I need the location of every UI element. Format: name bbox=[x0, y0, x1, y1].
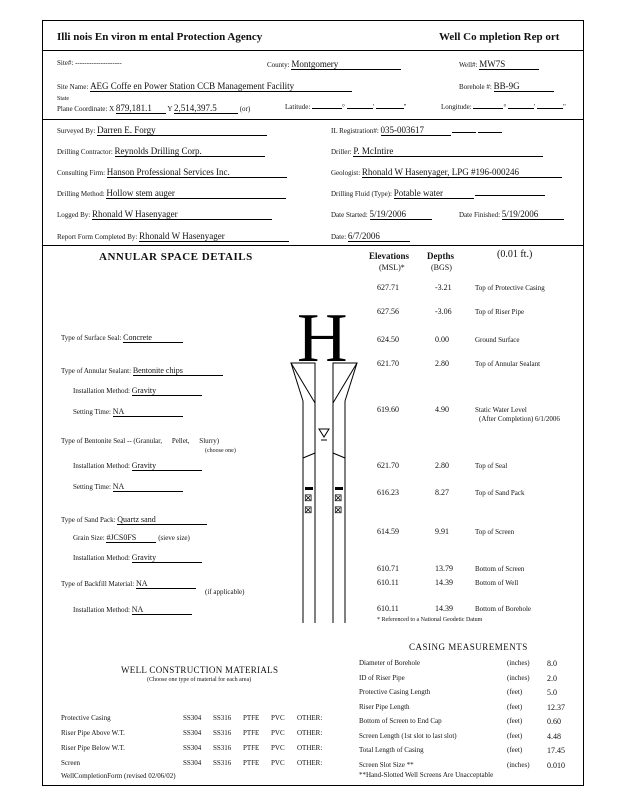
material-option[interactable]: SS316 bbox=[213, 714, 232, 722]
casing-unit: (inches) bbox=[507, 673, 530, 682]
material-option[interactable]: OTHER: bbox=[297, 729, 323, 737]
casing-label: Total Length of Casing bbox=[359, 746, 424, 754]
well-field: Well#: MW7S bbox=[459, 59, 539, 70]
svg-text:⊠: ⊠ bbox=[304, 505, 313, 516]
casing-label: ID of Riser Pipe bbox=[359, 673, 405, 682]
material-row-label: Screen bbox=[61, 759, 81, 767]
casing-label: Protective Casing Length bbox=[359, 688, 431, 696]
casing-label: Riser Pipe Length bbox=[359, 702, 410, 711]
bentonite-setting-time: Setting Time: NA bbox=[73, 482, 183, 492]
material-option[interactable]: PTFE bbox=[243, 714, 260, 722]
drilling-method-field: Drilling Method: Hollow stem auger bbox=[57, 188, 286, 199]
sand-install-method: Installation Method: Gravity bbox=[73, 553, 202, 563]
svg-text:⊠: ⊠ bbox=[334, 505, 343, 516]
depth-value: -3.21 bbox=[435, 283, 452, 292]
elevation-value: 610.11 bbox=[377, 604, 399, 613]
contractor-field: Drilling Contractor: Reynolds Drilling Corp. bbox=[57, 146, 265, 157]
bentonite-install-method: Installation Method: Gravity bbox=[73, 461, 202, 471]
casing-value: 2.0 bbox=[547, 673, 557, 683]
casing-value: 4.48 bbox=[547, 731, 561, 741]
elevation-value: 627.56 bbox=[377, 307, 399, 316]
casing-unit: (feet) bbox=[507, 731, 523, 740]
site-name-field: Site Name: AEG Coffe en Power Station CCB Management Facility bbox=[57, 81, 352, 92]
depth-value: 14.39 bbox=[435, 604, 453, 613]
if-applicable-note: (if applicable) bbox=[205, 588, 245, 596]
svg-text:⊠: ⊠ bbox=[304, 493, 313, 504]
material-option[interactable]: PTFE bbox=[243, 744, 260, 752]
depth-description: Top of Riser Pipe bbox=[475, 308, 525, 316]
date-finished-field: Date Finished: 5/19/2006 bbox=[459, 209, 564, 220]
well-diagram bbox=[281, 283, 371, 683]
elevation-value: 627.71 bbox=[377, 283, 399, 292]
depth-value: 9.91 bbox=[435, 527, 449, 536]
material-row-label: Protective Casing bbox=[61, 714, 111, 722]
casing-value: 5.0 bbox=[547, 688, 557, 697]
depth-description: Bottom of Well bbox=[475, 579, 519, 587]
site-field: Site#: -------------------- bbox=[57, 59, 122, 67]
elevation-value: 616.23 bbox=[377, 488, 399, 497]
depth-value: 14.39 bbox=[435, 578, 453, 587]
casing-label: Bottom of Screen to End Cap bbox=[359, 717, 442, 725]
casing-value: 17.45 bbox=[547, 746, 565, 755]
depth-value: 4.90 bbox=[435, 405, 449, 414]
annular-sealant-field: Type of Annular Sealant: Bentonite chips bbox=[61, 366, 223, 376]
casing-unit: (feet) bbox=[507, 702, 523, 711]
depth-description: Top of Protective Casing bbox=[475, 284, 545, 292]
county-field: County: Montgomery bbox=[267, 59, 401, 70]
material-option[interactable]: SS316 bbox=[213, 729, 232, 737]
depth-value: -3.06 bbox=[435, 307, 452, 316]
depths-header: Depths bbox=[427, 251, 455, 261]
depth-description: Static Water Level bbox=[475, 406, 527, 414]
depth-description: Top of Screen bbox=[475, 528, 515, 536]
svg-text:⊠: ⊠ bbox=[334, 493, 343, 504]
material-option[interactable]: OTHER: bbox=[297, 714, 323, 722]
construction-subtitle: (Choose one type of material for each area) bbox=[147, 677, 252, 683]
longitude-field: Longitude: ° ' " bbox=[441, 103, 566, 111]
casing-unit: (feet) bbox=[507, 717, 523, 725]
driller-field: Driller: P. McIntire bbox=[331, 146, 543, 157]
bentonite-seal-field: Type of Bentonite Seal -- (Granular, Pellet, Slurry) bbox=[61, 437, 220, 445]
depth-value: 0.00 bbox=[435, 335, 449, 344]
casing-unit: (feet) bbox=[507, 688, 523, 696]
surveyed-by-field: Surveyed By: Darren E. Forgy bbox=[57, 125, 267, 136]
depth-description: Top of Annular Sealant bbox=[475, 360, 541, 368]
depth-value: 8.27 bbox=[435, 488, 449, 497]
construction-title: WELL CONSTRUCTION MATERIALS bbox=[121, 665, 279, 675]
elevation-value: 624.50 bbox=[377, 335, 399, 344]
datum-footnote: * Referenced to a National Geodetic Datum bbox=[377, 617, 483, 623]
elevation-value: 619.60 bbox=[377, 405, 399, 414]
material-option[interactable]: PVC bbox=[271, 729, 285, 737]
material-option[interactable]: PTFE bbox=[243, 759, 260, 767]
state-label: State bbox=[57, 96, 69, 102]
depth-description: Bottom of Screen bbox=[475, 565, 525, 573]
casing-value: 12.37 bbox=[547, 702, 565, 712]
depth-value: 13.79 bbox=[435, 564, 453, 573]
report-completed-by-field: Report Form Completed By: Rhonald W Hasenyager bbox=[57, 231, 289, 242]
agency-title: Illi nois En viron m ental Protection Agency bbox=[57, 31, 263, 43]
material-row-label: Riser Pipe Above W.T. bbox=[61, 729, 125, 737]
latitude-field: Latitude: ° ' " bbox=[285, 103, 407, 111]
material-option[interactable]: PTFE bbox=[243, 729, 260, 737]
surface-seal-field: Type of Surface Seal: Concrete bbox=[61, 333, 183, 343]
il-registration-field: IL Registration#: 035-003617 bbox=[331, 125, 502, 136]
elevation-value: 610.11 bbox=[377, 578, 399, 587]
casing-value: 0.010 bbox=[547, 760, 565, 770]
material-row-label: Riser Pipe Below W.T. bbox=[61, 744, 125, 752]
material-option[interactable]: SS304 bbox=[183, 714, 202, 722]
slot-footnote: **Hand-Slotted Well Screens Are Unacceptable bbox=[359, 771, 494, 779]
casing-value: 0.60 bbox=[547, 717, 561, 726]
report-title: Well Co mpletion Rep ort bbox=[439, 31, 560, 43]
casing-unit: (feet) bbox=[507, 746, 523, 754]
depths-sub: (BGS) bbox=[431, 263, 452, 272]
depth-value: 2.80 bbox=[435, 359, 449, 368]
sand-pack-field: Type of Sand Pack: Quartz sand bbox=[61, 515, 207, 525]
backfill-field: Type of Backfill Material: NA bbox=[61, 579, 196, 589]
material-option[interactable]: OTHER: bbox=[297, 744, 323, 752]
depth-description: Bottom of Borehole bbox=[475, 605, 531, 613]
material-option[interactable]: PVC bbox=[271, 744, 285, 752]
drilling-fluid-field: Drilling Fluid (Type): Potable water bbox=[331, 188, 545, 199]
elevations-header: Elevations bbox=[369, 251, 410, 261]
consulting-firm-field: Consulting Firm: Hanson Professional Services Inc. bbox=[57, 167, 287, 178]
borehole-field: Borehole #: BB-9G bbox=[459, 81, 554, 92]
annular-install-method: Installation Method: Gravity bbox=[73, 386, 202, 396]
choose-one-note: (choose one) bbox=[205, 448, 236, 454]
casing-label: Screen Slot Size ** bbox=[359, 760, 414, 769]
coordinates-field: Plane Coordinate: X 879,181.1 Y 2,514,397.5 (or) bbox=[57, 103, 251, 113]
depth-description-note: (After Completion) 6/1/2006 bbox=[479, 415, 560, 423]
material-option[interactable]: SS304 bbox=[183, 729, 202, 737]
svg-text:H: H bbox=[297, 300, 348, 377]
casing-title: CASING MEASUREMENTS bbox=[409, 642, 528, 652]
material-option[interactable]: SS304 bbox=[183, 759, 202, 767]
material-option[interactable]: PVC bbox=[271, 759, 285, 767]
logged-by-field: Logged By: Rhonald W Hasenyager bbox=[57, 209, 272, 220]
elevations-sub: (MSL)* bbox=[379, 263, 405, 272]
annular-title: ANNULAR SPACE DETAILS bbox=[99, 251, 253, 263]
material-option[interactable]: SS316 bbox=[213, 759, 232, 767]
casing-label: Diameter of Borehole bbox=[359, 659, 421, 667]
backfill-install-method: Installation Method: NA bbox=[73, 605, 192, 615]
material-option[interactable]: SS304 bbox=[183, 744, 202, 752]
depth-description: Top of Sand Pack bbox=[475, 489, 525, 497]
annular-setting-time: Setting Time: NA bbox=[73, 407, 183, 417]
elevation-value: 621.70 bbox=[377, 359, 399, 368]
casing-value: 8.0 bbox=[547, 659, 557, 668]
material-option[interactable]: OTHER: bbox=[297, 759, 323, 767]
material-option[interactable]: SS316 bbox=[213, 744, 232, 752]
form-page bbox=[42, 20, 584, 786]
casing-unit: (inches) bbox=[507, 760, 530, 769]
units-label: (0.01 ft.) bbox=[497, 249, 533, 260]
elevation-value: 614.59 bbox=[377, 527, 399, 536]
date-field: Date: 6/7/2006 bbox=[331, 231, 410, 242]
grain-size-field: Grain Size: #JCS0FS (sieve size) bbox=[73, 533, 190, 542]
depth-description: Ground Surface bbox=[475, 336, 520, 344]
casing-unit: (inches) bbox=[507, 659, 530, 667]
depth-value: 2.80 bbox=[435, 461, 449, 470]
date-started-field: Date Started: 5/19/2006 bbox=[331, 209, 432, 220]
elevation-value: 621.70 bbox=[377, 461, 399, 470]
geologist-field: Geologist: Rhonald W Hasenyager, LPG #196-000246 bbox=[331, 167, 562, 178]
casing-label: Screen Length (1st slot to last slot) bbox=[359, 731, 457, 740]
form-footer: WellCompletionForm (revised 02/06/02) bbox=[61, 772, 176, 780]
material-option[interactable]: PVC bbox=[271, 714, 285, 722]
elevation-value: 610.71 bbox=[377, 564, 399, 573]
depth-description: Top of Seal bbox=[475, 462, 508, 470]
